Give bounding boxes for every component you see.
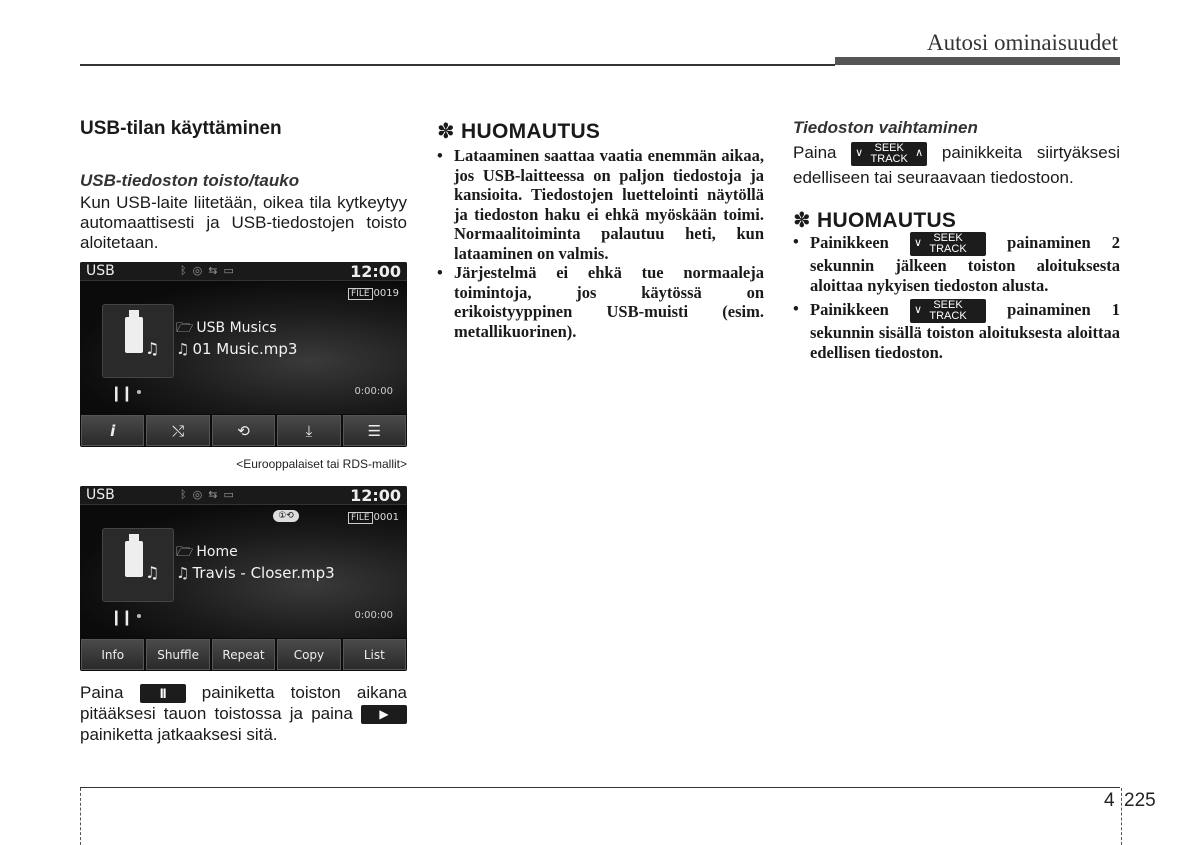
- progress-dot: [137, 390, 141, 394]
- usb-art-icon: ♫: [102, 528, 174, 602]
- bluetooth-icon: ᛒ: [180, 488, 193, 501]
- file-tag: FILE: [348, 288, 373, 300]
- intro-paragraph: Kun USB-laite liitetään, oikea tila kytkeytyy automaattisesti ja USB-tiedostojen toisto aloitetaan.: [80, 193, 407, 252]
- clock: 12:00: [350, 262, 401, 281]
- usb-screen-icons: [80, 262, 407, 447]
- footer-dash-left: [80, 788, 81, 845]
- section-title: USB-tilan käyttäminen: [80, 118, 282, 139]
- copy-button[interactable]: Copy: [277, 639, 340, 670]
- battery-icon: ▭: [223, 488, 240, 501]
- file-number: 0019: [373, 288, 399, 299]
- track-name: ♫ 01 Music.mp3: [176, 340, 298, 358]
- folder-icon: 🗁: [176, 544, 194, 560]
- copy-icon-button[interactable]: ⤓: [277, 415, 340, 446]
- progress-dot: [137, 614, 141, 618]
- shuffle-icon-button[interactable]: ⤭: [146, 415, 209, 446]
- screen-caption: <Eurooppalaiset tai RDS-mallit>: [236, 457, 407, 471]
- disc-icon: ◎: [192, 264, 209, 277]
- page-number: 225: [1124, 790, 1156, 811]
- seek-down-key-icon: ∨ SEEK TRACK: [910, 299, 986, 323]
- status-bar: [80, 486, 407, 505]
- note-list-middle: [437, 146, 764, 341]
- usb-icon: ⇆: [208, 264, 224, 277]
- usb-icon: ⇆: [208, 488, 224, 501]
- pause-key-icon: II: [140, 684, 186, 703]
- list-icon-button[interactable]: ☰: [343, 415, 406, 446]
- play-key-icon: ▶: [361, 705, 407, 724]
- subsection-title-playback: USB-tiedoston toisto/tauko: [80, 171, 300, 190]
- battery-icon: ▭: [223, 264, 240, 277]
- chapter-title: Autosi ominaisuudet: [926, 30, 1118, 55]
- clock: 12:00: [350, 486, 401, 505]
- subsection-title-change: Tiedoston vaihtaminen: [793, 118, 978, 137]
- note-list-right: [793, 232, 1120, 363]
- file-counter: [348, 512, 399, 523]
- pause-icon[interactable]: ❙❙: [110, 384, 132, 402]
- list-item: • Painikkeen ∨ SEEK TRACK painaminen 1 sekunnin sisällä toiston aloituksesta aloittaa edellisen tiedoston.: [793, 299, 1121, 362]
- chapter-number: 4: [1104, 790, 1115, 811]
- disc-icon: ◎: [192, 488, 209, 501]
- footer-dash-right: [1121, 788, 1122, 845]
- note-title-right: ✽ HUOMAUTUS: [793, 209, 957, 232]
- bluetooth-icon: ᛒ: [180, 264, 193, 277]
- softkey-bar: [80, 638, 407, 671]
- elapsed-time: 0:00:00: [354, 386, 393, 397]
- track-name: ♫ Travis - Closer.mp3: [176, 564, 335, 582]
- change-paragraph: Paina ∨ SEEK TRACK ∧ painikkeita siirtyäksesi edelliseen tai seuraavaan tiedostoon.: [793, 141, 1120, 187]
- info-button[interactable]: Info: [81, 639, 144, 670]
- status-bar: [80, 262, 407, 281]
- note-title-middle: ✽ HUOMAUTUS: [437, 120, 601, 143]
- repeat-icon-button[interactable]: ⟲: [212, 415, 275, 446]
- usb-screen-labels: [80, 486, 407, 671]
- seek-track-key-icon: ∨ SEEK TRACK ∧: [851, 142, 927, 166]
- folder-icon: 🗁: [176, 320, 194, 336]
- folder-name: 🗁 Home: [176, 544, 238, 560]
- footer-rule: [80, 787, 1120, 788]
- mode-label: USB: [86, 487, 115, 503]
- music-note-icon: ♫: [176, 564, 190, 582]
- header-bar: [835, 57, 1120, 65]
- list-item: • Lataaminen saattaa vaatia enemmän aikaa, jos USB-laitteessa on paljon tiedostoja ja kansioita. Tiedostojen luettelointi näytöllä ja tiedoston haku ei ehkä myöskään toimi. Normaalitoiminta palautuu heti, kun lataaminen on valmis.: [437, 146, 764, 263]
- seek-down-key-icon: ∨ SEEK TRACK: [910, 232, 986, 256]
- mode-label: USB: [86, 263, 115, 279]
- list-button[interactable]: List: [343, 639, 406, 670]
- pause-play-paragraph: Paina II painiketta toiston aikana pitääksesi tauon toistossa ja paina ▶ painiketta jatkaaksesi sitä.: [80, 683, 407, 745]
- repeat-button[interactable]: Repeat: [212, 639, 275, 670]
- status-icons: [180, 264, 240, 277]
- shuffle-button[interactable]: Shuffle: [146, 639, 209, 670]
- pause-icon[interactable]: ❙❙: [110, 608, 132, 626]
- file-tag: FILE: [348, 512, 373, 524]
- elapsed-time: 0:00:00: [354, 610, 393, 621]
- status-icons: [180, 488, 240, 501]
- file-number: 0001: [373, 512, 399, 523]
- usb-art-icon: ♫: [102, 304, 174, 378]
- list-item: • Järjestelmä ei ehkä tue normaaleja toimintoja, jos käytössä on erikoistyyppinen USB-muisti (esim. metallikuorinen).: [437, 263, 764, 341]
- music-note-icon: ♫: [176, 340, 190, 358]
- header-rule: [80, 64, 835, 66]
- softkey-bar: [80, 414, 407, 447]
- info-icon-button[interactable]: i: [81, 415, 144, 446]
- repeat-indicator-icon: ①⟲: [273, 510, 299, 522]
- folder-name: 🗁 USB Musics: [176, 320, 277, 336]
- file-counter: [348, 288, 399, 299]
- list-item: • Painikkeen ∨ SEEK TRACK painaminen 2 sekunnin jälkeen toiston aloituksesta aloittaa nykyisen tiedoston alusta.: [793, 232, 1121, 295]
